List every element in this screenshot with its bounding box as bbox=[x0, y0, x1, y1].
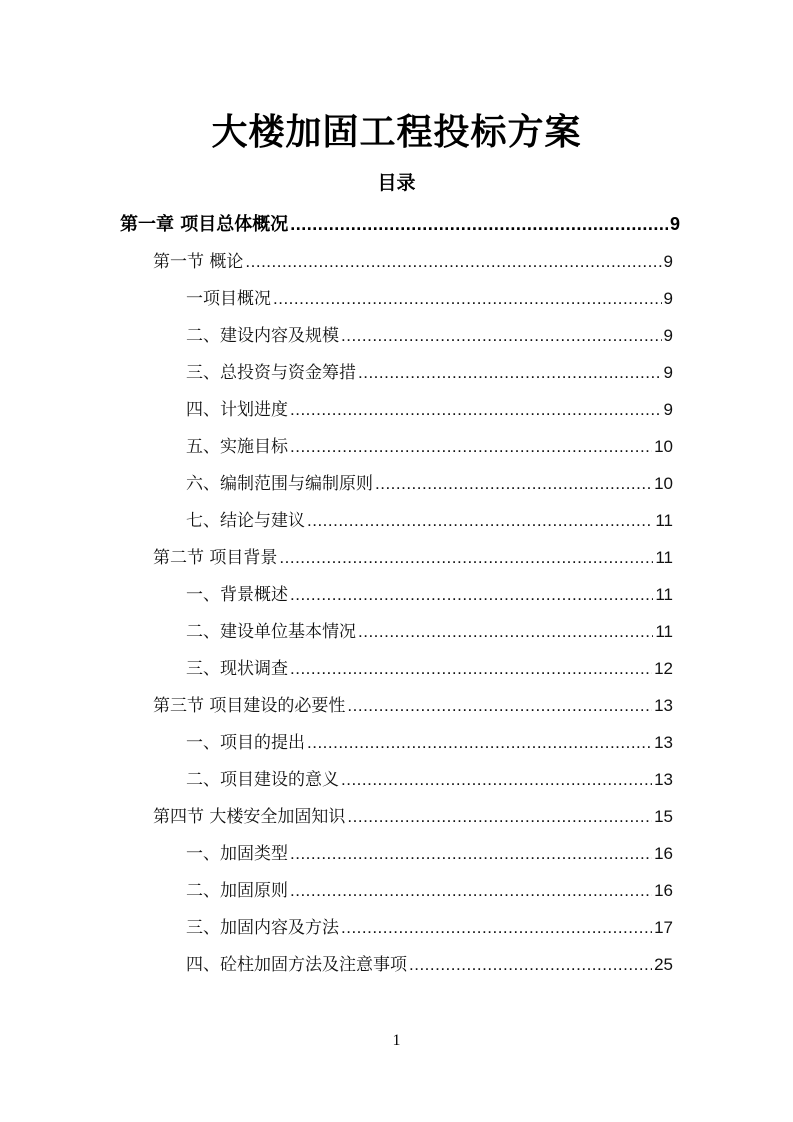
toc-entry-page: 10 bbox=[654, 474, 673, 493]
toc-entry-label: 五、实施目标 bbox=[186, 437, 288, 457]
toc-entry-page: 13 bbox=[654, 696, 673, 715]
toc-entry-label: 七、结论与建议 bbox=[186, 511, 305, 531]
toc-leader-dots bbox=[347, 687, 652, 724]
toc-entry-section[interactable] bbox=[153, 539, 673, 576]
toc-entry-label: 第一章 项目总体概况 bbox=[120, 214, 289, 235]
toc-leader-dots bbox=[290, 391, 662, 428]
toc-entry-page: 13 bbox=[654, 770, 673, 789]
toc-entry-label: 二、建设单位基本情况 bbox=[186, 622, 356, 642]
toc-leader-dots bbox=[347, 798, 652, 835]
toc-entry-subsection[interactable] bbox=[186, 465, 673, 502]
toc-entry-label: 四、计划进度 bbox=[186, 400, 288, 420]
toc-entry-page: 11 bbox=[655, 548, 673, 567]
toc-leader-dots bbox=[409, 946, 652, 983]
toc-entry-page: 9 bbox=[663, 252, 673, 271]
toc-entry-label: 第四节 大楼安全加固知识 bbox=[153, 807, 346, 827]
toc-entry-label: 第二节 项目背景 bbox=[153, 548, 278, 568]
toc-entry-subsection[interactable] bbox=[186, 502, 673, 539]
toc-leader-dots bbox=[290, 428, 652, 465]
toc-entry-subsection[interactable] bbox=[186, 317, 673, 354]
toc-leader-dots bbox=[358, 354, 662, 391]
toc-entry-page: 10 bbox=[654, 437, 673, 456]
toc-entry-page: 11 bbox=[655, 511, 673, 530]
toc-leader-dots bbox=[307, 502, 653, 539]
toc-leader-dots bbox=[341, 761, 652, 798]
toc-entry-label: 一、项目的提出 bbox=[186, 733, 305, 753]
toc-leader-dots bbox=[307, 724, 652, 761]
toc-entry-section[interactable] bbox=[153, 687, 673, 724]
toc-entry-label: 一、加固类型 bbox=[186, 844, 288, 864]
toc-entry-label: 二、项目建设的意义 bbox=[186, 770, 339, 790]
toc-entry-subsection[interactable] bbox=[186, 650, 673, 687]
toc-entry-subsection[interactable] bbox=[186, 909, 673, 946]
toc-leader-dots bbox=[290, 650, 652, 687]
toc-entry-page: 11 bbox=[655, 585, 673, 604]
toc-entry-subsection[interactable] bbox=[186, 613, 673, 650]
toc-entry-page: 9 bbox=[663, 289, 673, 308]
toc-entry-page: 9 bbox=[663, 326, 673, 345]
toc-entry-page: 15 bbox=[654, 807, 673, 826]
toc-entry-label: 第三节 项目建设的必要性 bbox=[153, 696, 346, 716]
toc-leader-dots bbox=[341, 909, 652, 946]
toc-entry-page: 25 bbox=[654, 955, 673, 974]
toc-entry-page: 9 bbox=[669, 214, 680, 234]
toc-entry-page: 17 bbox=[654, 918, 673, 937]
toc-leader-dots bbox=[273, 280, 662, 317]
document-title: 大楼加固工程投标方案 bbox=[211, 112, 582, 153]
toc-entry-page: 11 bbox=[655, 622, 673, 641]
toc-entry-subsection[interactable] bbox=[186, 354, 673, 391]
toc-leader-dots bbox=[290, 835, 652, 872]
toc-heading: 目录 bbox=[377, 172, 416, 194]
toc-entry-label: 三、总投资与资金筹措 bbox=[186, 363, 356, 383]
toc-entry-section[interactable] bbox=[153, 798, 673, 835]
toc-entry-label: 六、编制范围与编制原则 bbox=[186, 474, 373, 494]
toc-leader-dots bbox=[279, 539, 653, 576]
toc-leader-dots bbox=[290, 576, 653, 613]
toc-entry-label: 第一节 概论 bbox=[153, 252, 244, 272]
toc-entry-label: 一项目概况 bbox=[186, 289, 271, 309]
toc-entry-page: 9 bbox=[663, 400, 673, 419]
toc-entry-subsection[interactable] bbox=[186, 835, 673, 872]
toc-entry-page: 12 bbox=[654, 659, 673, 678]
toc-entry-page: 13 bbox=[654, 733, 673, 752]
toc-leader-dots bbox=[375, 465, 652, 502]
toc-entry-label: 四、砼柱加固方法及注意事项 bbox=[186, 955, 407, 975]
toc-entry-label: 三、现状调查 bbox=[186, 659, 288, 679]
toc-entry-page: 16 bbox=[654, 881, 673, 900]
toc-entry-label: 二、加固原则 bbox=[186, 881, 288, 901]
toc-leader-dots bbox=[245, 243, 661, 280]
toc-entry-page: 16 bbox=[654, 844, 673, 863]
toc-entry-chapter[interactable] bbox=[120, 206, 680, 243]
toc-entry-page: 9 bbox=[663, 363, 673, 382]
toc-leader-dots bbox=[341, 317, 662, 354]
toc-entry-subsection[interactable] bbox=[186, 391, 673, 428]
toc-leader-dots bbox=[358, 613, 653, 650]
toc-entry-label: 三、加固内容及方法 bbox=[186, 918, 339, 938]
toc-entry-subsection[interactable] bbox=[186, 280, 673, 317]
toc-entry-label: 一、背景概述 bbox=[186, 585, 288, 605]
toc-entry-section[interactable] bbox=[153, 243, 673, 280]
toc-entry-subsection[interactable] bbox=[186, 761, 673, 798]
toc-entry-subsection[interactable] bbox=[186, 946, 673, 983]
toc-entry-subsection[interactable] bbox=[186, 724, 673, 761]
toc-entry-subsection[interactable] bbox=[186, 576, 673, 613]
toc-leader-dots bbox=[290, 206, 668, 243]
toc-entry-subsection[interactable] bbox=[186, 872, 673, 909]
page-number: 1 bbox=[392, 1032, 401, 1049]
toc-entry-subsection[interactable] bbox=[186, 428, 673, 465]
toc-leader-dots bbox=[290, 872, 652, 909]
toc-entry-label: 二、建设内容及规模 bbox=[186, 326, 339, 346]
